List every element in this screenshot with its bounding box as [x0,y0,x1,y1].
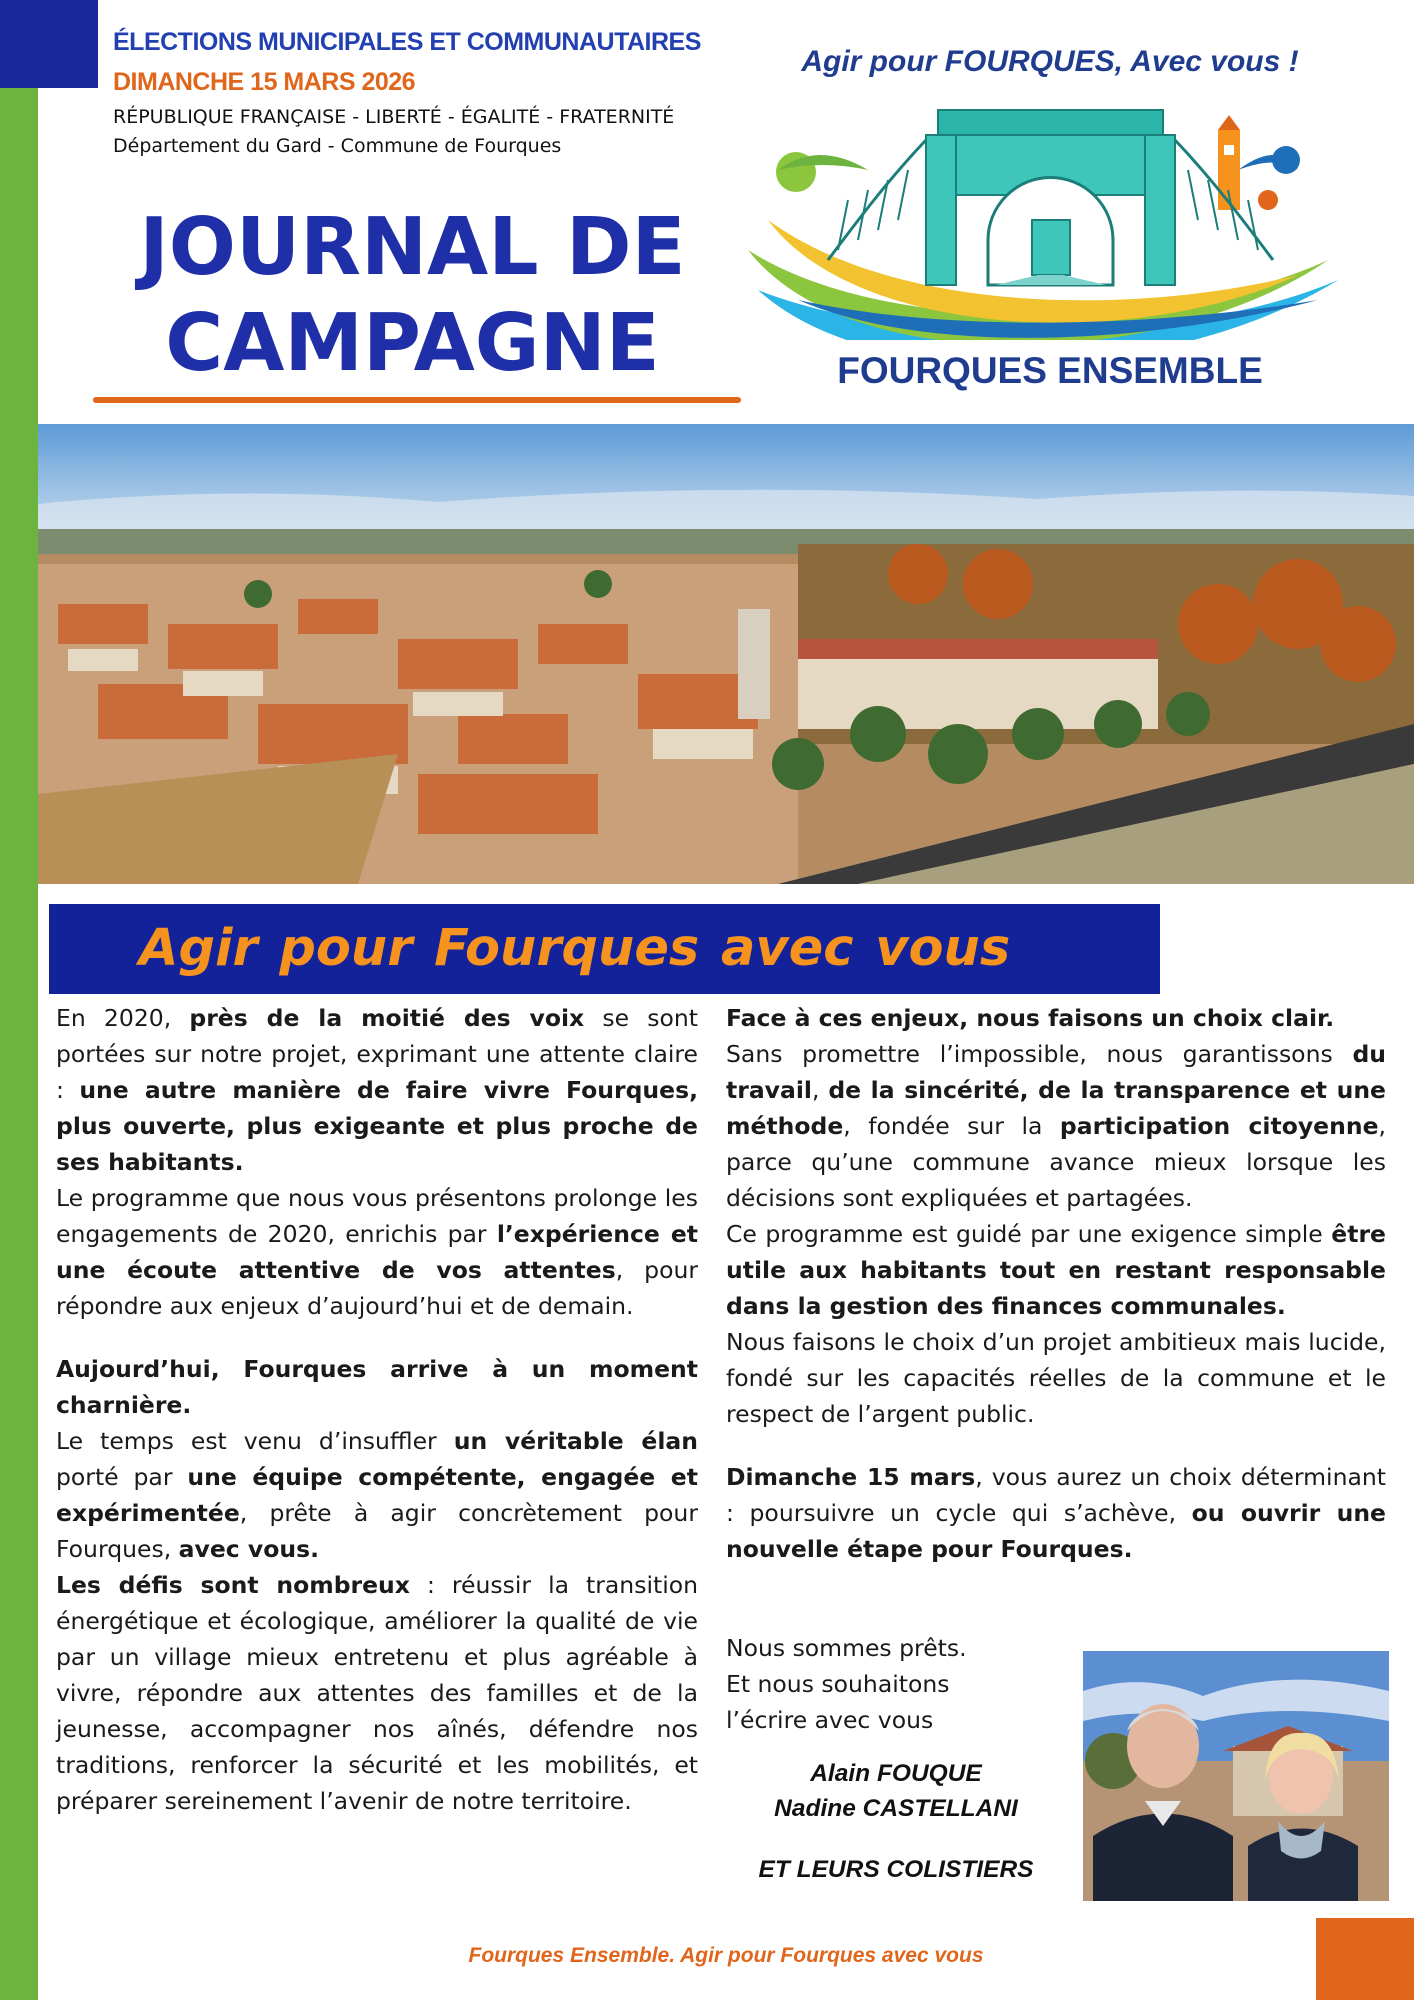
footer-tagline: Fourques Ensemble. Agir pour Fourques avec vous [468,1944,984,1967]
closing-text [726,1630,1066,1738]
navy-corner-block [0,0,98,88]
paragraph-challenges: Les défis sont nombreux : réussir la transition énergétique et écologique, améliorer la qualité de vie par un village mieux entretenu et plus agréable à vivre, répondre aux attentes des familles et de la jeunesse, accompagner nos aînés, défendre nos traditions, renforcer la sécurité et les mobilités, et préparer sereinement l’avenir de notre territoire. [56,1571,698,1815]
village-aerial-photo [38,424,1414,884]
paragraph-program: Le programme que nous vous présentons prolonge les engagements de 2020, enrichis par l’expérience et une écoute attentive de vos attentes, pour répondre aux enjeux d’aujourd’hui et de demain. [56,1184,699,1320]
department-line: Département du Gard - Commune de Fourques [113,135,562,157]
paragraph-guarantees: Sans promettre l’impossible, nous garantissons du travail, de la sincérité, de la transparence et une méthode, fondée sur la participation citoyenne, parce qu’une commune avance mieux lorsque les décisions sont expliquées et partagées. [726,1040,1386,1212]
closing-line-1: Nous sommes prêts. [726,1634,967,1662]
bridge-logo-icon [738,100,1358,340]
signature-team: ET LEURS COLISTIERS [758,1856,1034,1883]
journal-title-line-1: JOURNAL DE [139,201,686,293]
paragraph-team: Le temps est venu d’insuffler un véritable élan porté par une équipe compétente, engagée et expérimentée, prête à agir concrètement pour Fourques, avec vous. [56,1427,698,1563]
logo-name: FOURQUES ENSEMBLE [837,350,1263,391]
journal-title-line-2: CAMPAGNE [165,297,660,389]
paragraph-vote-date: Dimanche 15 mars, vous aurez un choix déterminant : poursuivre un cycle qui s’achève, ou ouvrir une nouvelle étape pour Fourques. [726,1463,1386,1563]
election-title: ÉLECTIONS MUNICIPALES ET COMMUNAUTAIRES [113,28,701,56]
headline-banner-text: Agir pour Fourques avec vous [139,919,1011,978]
closing-line-3: l’écrire avec vous [726,1706,934,1734]
logo-slogan: Agir pour FOURQUES, Avec vous ! [801,45,1299,78]
green-side-bar [0,0,38,2000]
candidates-photo [1083,1651,1389,1901]
paragraph-project: Nous faisons le choix d’un projet ambitieux mais lucide, fondé sur les capacités réelles de la commune et le respect de l’argent public. [726,1328,1386,1428]
left-text-column [56,1000,698,1819]
signature-name-1: Alain FOUQUE [810,1760,982,1787]
paragraph-moment: Aujourd’hui, Fourques arrive à un moment charnière. [56,1355,698,1419]
signature-name-2: Nadine CASTELLANI [774,1795,1018,1822]
closing-line-2: Et nous souhaitons [726,1670,950,1698]
republic-motto: RÉPUBLIQUE FRANÇAISE - LIBERTÉ - ÉGALITÉ - FRATERNITÉ [113,106,675,128]
title-underline [93,397,741,403]
paragraph-choice: Face à ces enjeux, nous faisons un choix clair. [726,1004,1335,1032]
headline-banner [49,904,1160,994]
paragraph-intro: En 2020, près de la moitié des voix se sont portées sur notre projet, exprimant une attente claire : une autre manière de faire vivre Fourques, plus ouverte, plus exigeante et plus proche de ses habitants. [56,1004,698,1176]
election-date: DIMANCHE 15 MARS 2026 [113,68,416,96]
right-text-column [726,1000,1386,1567]
paragraph-requirement: Ce programme est guidé par une exigence simple être utile aux habitants tout en restant responsable dans la gestion des finances communales. [726,1220,1386,1320]
